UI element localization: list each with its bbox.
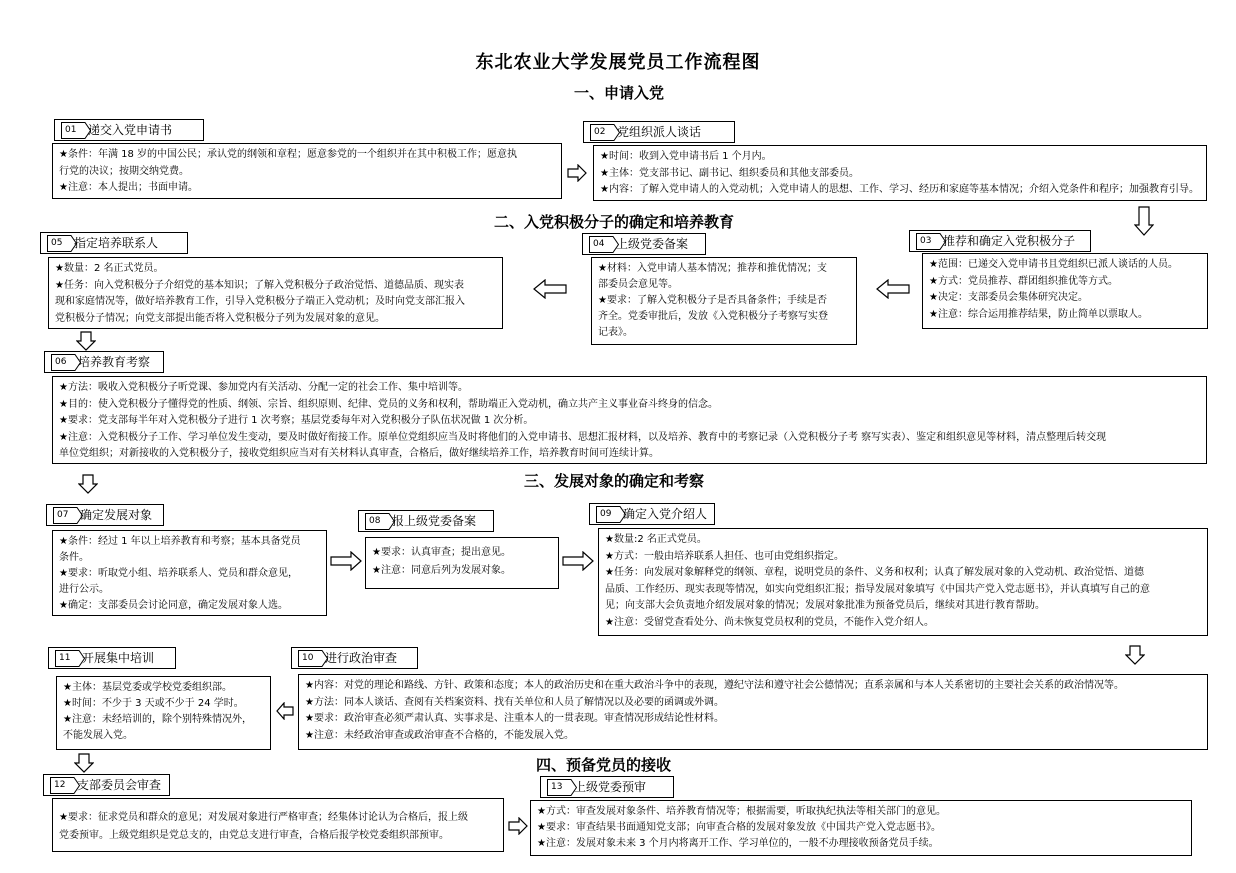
step-09-box: ★数量:2 名正式党员。 ★方式：一般由培养联系人担任、也可由党组织指定。 ★任务：向发展对象解释党的纲领、章程，说明党员的条件、义务和权利；认真了解发展对象的入党动机、政治觉悟、道德 品质、工作经历、现实表现等情况，如实向党组织汇报；指导发展对象填写《中国共产党入党志愿书》，并认真填写自己的意 见；向支部大会负责地介绍发展对象的情况；发展对象批准为预备党员后，继续对其进行教育帮助。 ★注意：受留党查看处分、尚未恢复党员权利的党员，不能作入党介绍人。 bbox=[598, 528, 1208, 636]
step-09-tag: 09 确定入党介绍人 bbox=[589, 503, 715, 525]
step-07-box: ★条件：经过 1 年以上培养教育和考察；基本具备党员 条件。 ★要求：听取党小组、培养联系人、党员和群众意见， 进行公示。 ★确定：支部委员会讨论同意，确定发展对象人选。 bbox=[52, 530, 327, 616]
step-02-box: ★时间：收到入党申请书后 1 个月内。 ★主体：党支部书记、副书记、组织委员和其他支部委员。 ★内容：了解入党申请人的入党动机；入党申请人的思想、工作、学习、经历和家庭等基本情况；介绍入党条件和程序；加强教育引导。 bbox=[593, 145, 1207, 201]
step-number-badge: 13 bbox=[547, 779, 577, 796]
arrow-right-icon bbox=[508, 817, 528, 835]
step-04-tag: 04 上级党委备案 bbox=[582, 233, 706, 255]
step-number-badge: 05 bbox=[47, 235, 77, 252]
step-07-tag: 07 确定发展对象 bbox=[46, 504, 164, 526]
step-03-tag: 03 推荐和确定入党积极分子 bbox=[909, 230, 1091, 252]
arrow-down-icon bbox=[78, 474, 98, 494]
step-08-box: ★要求：认真审查；提出意见。 ★注意：同意后列为发展对象。 bbox=[365, 537, 559, 589]
step-11-tag: 11 开展集中培训 bbox=[48, 647, 176, 669]
step-12-tag: 12 支部委员会审查 bbox=[43, 774, 170, 796]
step-04-box: ★材料：入党申请人基本情况；推荐和推优情况；支 部委员会意见等。 ★要求：了解入党积极分子是否具备条件；手续是否 齐全。党委审批后，发放《入党积极分子考察写实登 记表》。 bbox=[591, 257, 857, 345]
step-10-tag: 10 进行政治审查 bbox=[291, 647, 418, 669]
step-10-box: ★内容：对党的理论和路线、方针、政策和态度；本人的政治历史和在重大政治斗争中的表现，遵纪守法和遵守社会公德情况；直系亲属和与本人关系密切的主要社会关系的政治情况等。 ★方法：同本人谈话、查阅有关档案资料、找有关单位和人员了解情况以及必要的函调或外调。 ★要求：政治审查必须严肃认真、实事求是、注重本人的一贯表现。审查情况形成结论性材料。 ★注意：未经政治审查或政治审查不合格的，不能发展入党。 bbox=[298, 674, 1208, 750]
step-number-badge: 09 bbox=[596, 506, 626, 523]
step-number-badge: 04 bbox=[589, 236, 619, 253]
step-01-box: ★条件：年满 18 岁的中国公民；承认党的纲领和章程；愿意参党的一个组织并在其中积极工作；愿意执 行党的决议；按期交纳党费。 ★注意：本人提出；书面申请。 bbox=[52, 143, 562, 199]
arrow-left-icon bbox=[876, 279, 910, 299]
step-number-badge: 07 bbox=[53, 507, 83, 524]
step-01-tag: 01 递交入党申请书 bbox=[54, 119, 204, 141]
step-05-tag: 05 指定培养联系人 bbox=[40, 232, 188, 254]
arrow-left-icon bbox=[533, 279, 567, 299]
section-title-1: 一、申请入党 bbox=[574, 84, 665, 102]
step-number-badge: 02 bbox=[590, 124, 620, 141]
step-05-box: ★数量：2 名正式党员。 ★任务：向入党积极分子介绍党的基本知识；了解入党积极分子政治觉悟、道德品质、现实表 现和家庭情况等，做好培养教育工作，引导入党积极分子端正入党动机；及时向党支部汇报入 党积极分子情况；向党支部提出能否将入党积极分子列为发展对象的意见。 bbox=[48, 257, 503, 329]
section-title-3: 三、发展对象的确定和考察 bbox=[524, 472, 705, 490]
section-title-2: 二、入党积极分子的确定和培养教育 bbox=[494, 213, 735, 231]
step-13-tag: 13 上级党委预审 bbox=[540, 776, 674, 798]
step-number-badge: 03 bbox=[916, 233, 946, 250]
step-number-badge: 12 bbox=[50, 777, 80, 794]
arrow-left-icon bbox=[276, 702, 294, 720]
arrow-right-icon bbox=[330, 551, 362, 571]
page-title: 东北农业大学发展党员工作流程图 bbox=[475, 52, 761, 73]
step-number-badge: 01 bbox=[61, 122, 91, 139]
step-06-tag: 06 培养教育考察 bbox=[44, 351, 164, 373]
arrow-down-icon bbox=[74, 753, 94, 773]
step-02-tag: 02 党组织派人谈话 bbox=[583, 121, 735, 143]
arrow-right-icon bbox=[567, 164, 587, 182]
section-title-4: 四、预备党员的接收 bbox=[536, 756, 672, 774]
step-13-box: ★方式：审查发展对象条件、培养教育情况等；根据需要，听取执纪执法等相关部门的意见。 ★要求：审查结果书面通知党支部；向审查合格的发展对象发放《中国共产党入党志愿书》。 ★注意：发展对象未来 3 个月内将离开工作、学习单位的，一般不办理接收预备党员手续。 bbox=[530, 800, 1192, 856]
step-12-box: ★要求：征求党员和群众的意见；对发展对象进行严格审查；经集体讨论认为合格后，报上级 党委预审。上级党组织是党总支的，由党总支进行审查，合格后报学校党委组织部预审。 bbox=[52, 798, 504, 852]
step-08-tag: 08 报上级党委备案 bbox=[358, 510, 494, 532]
arrow-right-icon bbox=[562, 551, 594, 571]
arrow-down-icon bbox=[1125, 645, 1145, 665]
step-number-badge: 10 bbox=[298, 650, 328, 667]
arrow-down-icon bbox=[1134, 206, 1154, 236]
step-number-badge: 11 bbox=[55, 650, 85, 667]
step-number-badge: 06 bbox=[51, 354, 81, 371]
step-number-badge: 08 bbox=[365, 513, 395, 530]
step-11-box: ★主体：基层党委或学校党委组织部。 ★时间：不少于 3 天或不少于 24 学时。 ★注意：未经培训的，除个别特殊情况外， 不能发展入党。 bbox=[56, 676, 271, 750]
step-06-box: ★方法：吸收入党积极分子听党课、参加党内有关活动、分配一定的社会工作、集中培训等。 ★目的：使入党积极分子懂得党的性质、纲领、宗旨、组织原则、纪律、党员的义务和权利，帮助端正入党动机，确立共产主义事业奋斗终身的信念。 ★要求：党支部每半年对入党积极分子进行 1 次考察；基层党委每年对入党积极分子队伍状况做 1 次分析。 ★注意：入党积极分子工作、学习单位发生变动，要及时做好衔接工作。原单位党组织应当及时将他们的入党申请书、思想汇报材料，以及培养、教育中的考察记录（入党积极分子考 察写实表）、鉴定和组织意见等材料，清点整理后转交现 单位党组织；对新接收的入党积极分子，接收党组织应当对有关材料认真审查，合格后，做好继续培养工作，培养教育时间可连续计算。 bbox=[52, 376, 1207, 464]
arrow-down-icon bbox=[76, 331, 96, 351]
step-03-box: ★范围：已递交入党申请书且党组织已派人谈话的人员。 ★方式：党员推荐、群团组织推优等方式。 ★决定：支部委员会集体研究决定。 ★注意：综合运用推荐结果，防止简单以票取人。 bbox=[922, 253, 1208, 329]
